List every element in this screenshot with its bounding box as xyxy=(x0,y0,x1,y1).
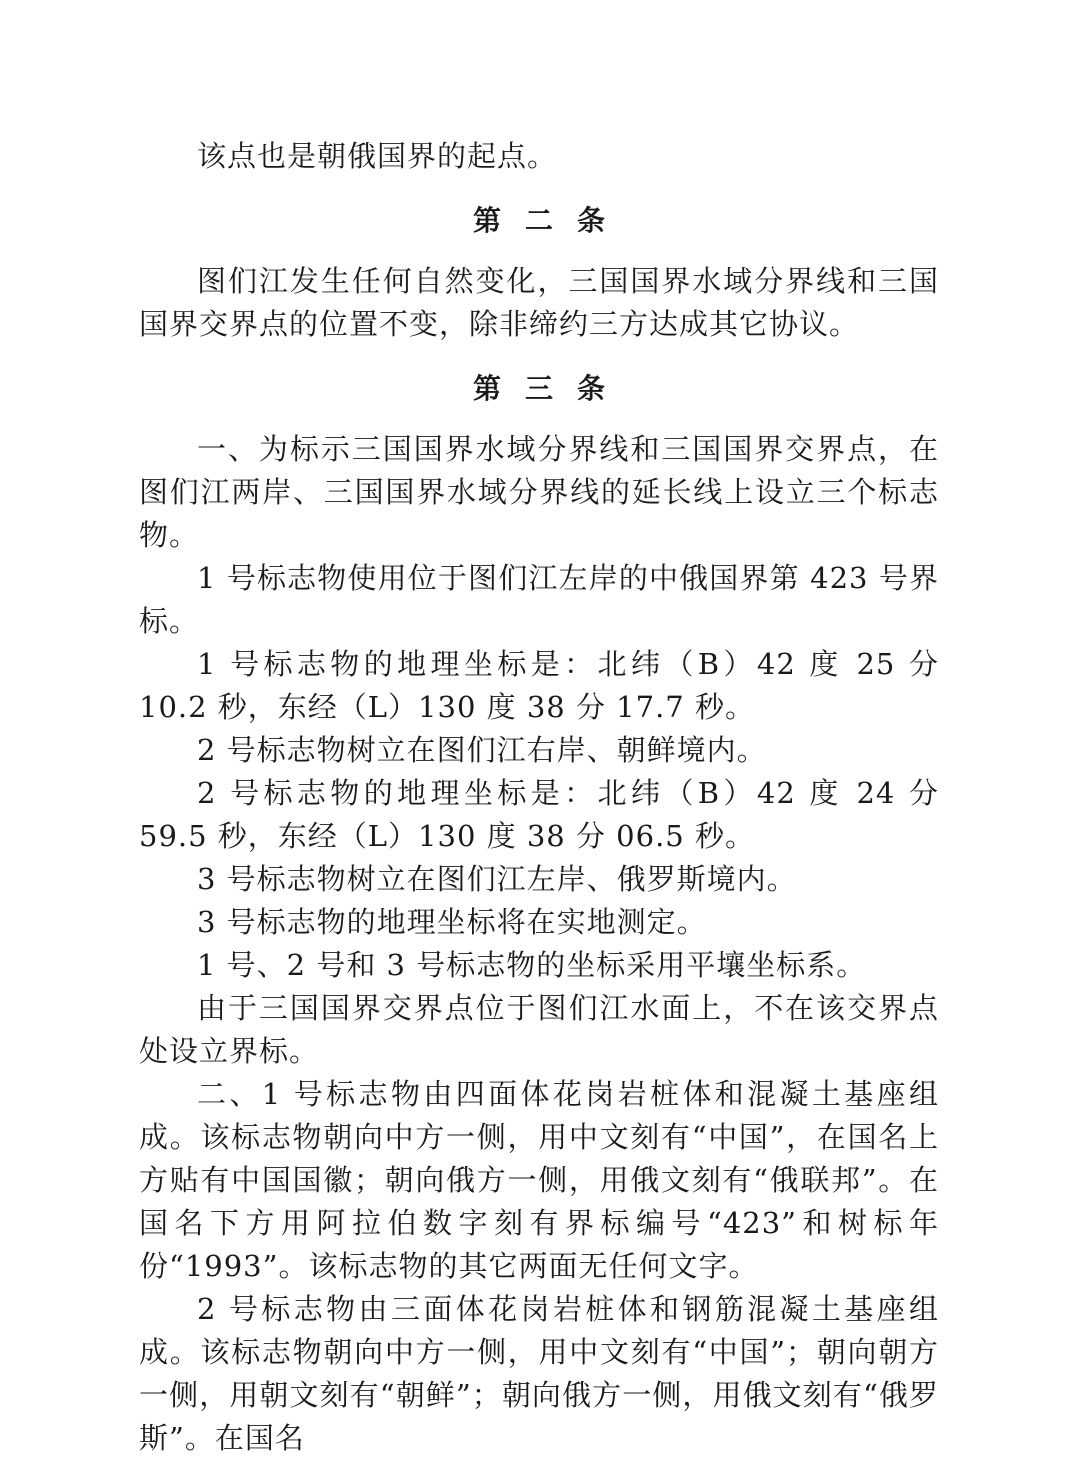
article-3-paragraph: 二、1 号标志物由四面体花岗岩桩体和混凝土基座组成。该标志物朝向中方一侧，用中文刻有“中国”，在国名上方贴有中国国徽；朝向俄方一侧，用俄文刻有“俄联邦”。在国名下方用阿拉伯数字刻有界标编号“423”和树标年份“1993”。该标志物的其它两面无任何文字。 xyxy=(139,1077,939,1283)
article-3-paragraph: 1 号标志物的地理坐标是：北纬（B）42 度 25 分 10.2 秒，东经（L）130 度 38 分 17.7 秒。 xyxy=(139,647,939,724)
article-3-paragraph: 3 号标志物的地理坐标将在实地测定。 xyxy=(197,905,707,939)
opening-paragraph: 该点也是朝俄国界的起点。 xyxy=(197,139,558,173)
article-3-paragraph: 1 号、2 号和 3 号标志物的坐标采用平壤坐标系。 xyxy=(197,948,867,982)
article-3-paragraph: 一、为标示三国国界水域分界线和三国国界交界点，在图们江两岸、三国国界水域分界线的延长线上设立三个标志物。 xyxy=(139,432,939,552)
article-2-heading: 第二条 xyxy=(472,204,629,237)
article-3-paragraph: 2 号标志物的地理坐标是：北纬（B）42 度 24 分 59.5 秒，东经（L）130 度 38 分 06.5 秒。 xyxy=(139,776,939,853)
article-3-paragraph: 2 号标志物树立在图们江右岸、朝鲜境内。 xyxy=(197,733,767,767)
article-3-paragraph: 由于三国国界交界点位于图们江水面上，不在该交界点处设立界标。 xyxy=(139,991,939,1068)
article-3-paragraph: 3 号标志物树立在图们江左岸、俄罗斯境内。 xyxy=(197,862,797,896)
article-3-paragraph: 1 号标志物使用位于图们江左岸的中俄国界第 423 号界标。 xyxy=(139,561,939,638)
document-body xyxy=(139,135,939,1460)
article-3-heading: 第三条 xyxy=(472,372,629,405)
article-2-paragraph: 图们江发生任何自然变化，三国国界水域分界线和三国国界交界点的位置不变，除非缔约三方达成其它协议。 xyxy=(139,264,939,341)
article-3-paragraph: 2 号标志物由三面体花岗岩桩体和钢筋混凝土基座组成。该标志物朝向中方一侧，用中文刻有“中国”；朝向朝方一侧，用朝文刻有“朝鲜”；朝向俄方一侧，用俄文刻有“俄罗斯”。在国名 xyxy=(139,1292,939,1455)
